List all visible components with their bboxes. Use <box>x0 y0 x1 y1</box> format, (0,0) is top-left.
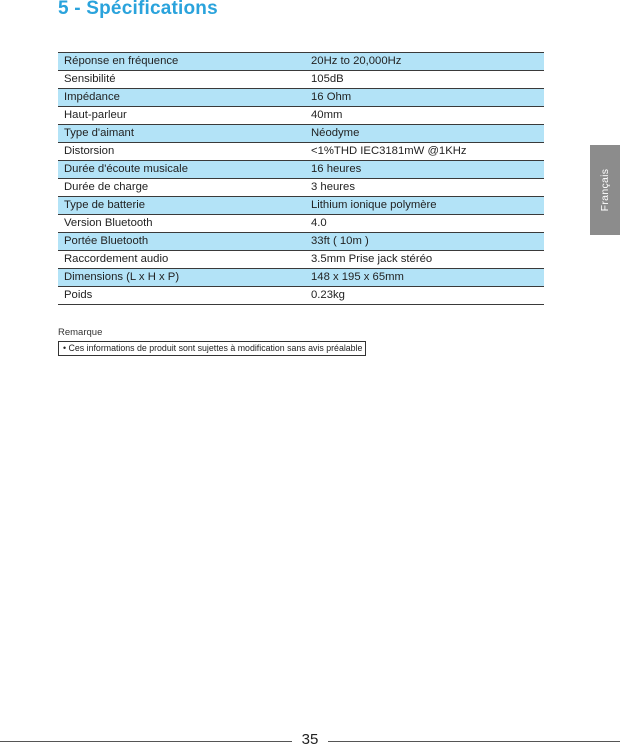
spec-row <box>58 287 544 305</box>
spec-row <box>58 125 544 143</box>
spec-label: Type d'aimant <box>58 125 305 143</box>
spec-row <box>58 53 544 71</box>
spec-label: Durée d'écoute musicale <box>58 161 305 179</box>
spec-label: Impédance <box>58 89 305 107</box>
spec-row <box>58 233 544 251</box>
footer-divider-left <box>0 741 292 742</box>
spec-value: 20Hz to 20,000Hz <box>305 53 544 71</box>
spec-value: 148 x 195 x 65mm <box>305 269 544 287</box>
spec-value: 3.5mm Prise jack stéréo <box>305 251 544 269</box>
note-text: Ces informations de produit sont sujettes à modification sans avis préalable <box>68 343 363 353</box>
spec-label: Sensibilité <box>58 71 305 89</box>
spec-label: Haut-parleur <box>58 107 305 125</box>
spec-value: 33ft ( 10m ) <box>305 233 544 251</box>
spec-value: 3 heures <box>305 179 544 197</box>
spec-value: <1%THD IEC3181mW @1KHz <box>305 143 544 161</box>
spec-label: Distorsion <box>58 143 305 161</box>
spec-label: Type de batterie <box>58 197 305 215</box>
spec-row <box>58 143 544 161</box>
spec-value: 16 heures <box>305 161 544 179</box>
note-heading: Remarque <box>58 327 103 338</box>
page-number: 35 <box>301 731 319 748</box>
spec-value: Néodyme <box>305 125 544 143</box>
spec-value: 105dB <box>305 71 544 89</box>
spec-value: 40mm <box>305 107 544 125</box>
spec-row <box>58 107 544 125</box>
spec-row <box>58 215 544 233</box>
spec-value: 4.0 <box>305 215 544 233</box>
spec-label: Raccordement audio <box>58 251 305 269</box>
note-box <box>58 341 366 356</box>
language-tab <box>590 145 620 235</box>
bullet-icon: • <box>63 343 67 353</box>
spec-row <box>58 161 544 179</box>
spec-label: Poids <box>58 287 305 305</box>
specifications-table <box>58 52 544 305</box>
spec-label: Version Bluetooth <box>58 215 305 233</box>
spec-label: Durée de charge <box>58 179 305 197</box>
spec-value: 16 Ohm <box>305 89 544 107</box>
spec-row <box>58 251 544 269</box>
spec-label: Portée Bluetooth <box>58 233 305 251</box>
spec-row <box>58 197 544 215</box>
spec-label: Réponse en fréquence <box>58 53 305 71</box>
spec-row <box>58 89 544 107</box>
spec-value: Lithium ionique polymère <box>305 197 544 215</box>
spec-row <box>58 269 544 287</box>
spec-row <box>58 179 544 197</box>
footer-divider-right <box>328 741 620 742</box>
spec-label: Dimensions (L x H x P) <box>58 269 305 287</box>
page-title: 5 - Spécifications <box>58 0 218 19</box>
spec-row <box>58 71 544 89</box>
spec-value: 0.23kg <box>305 287 544 305</box>
language-tab-label: Français <box>599 168 611 212</box>
